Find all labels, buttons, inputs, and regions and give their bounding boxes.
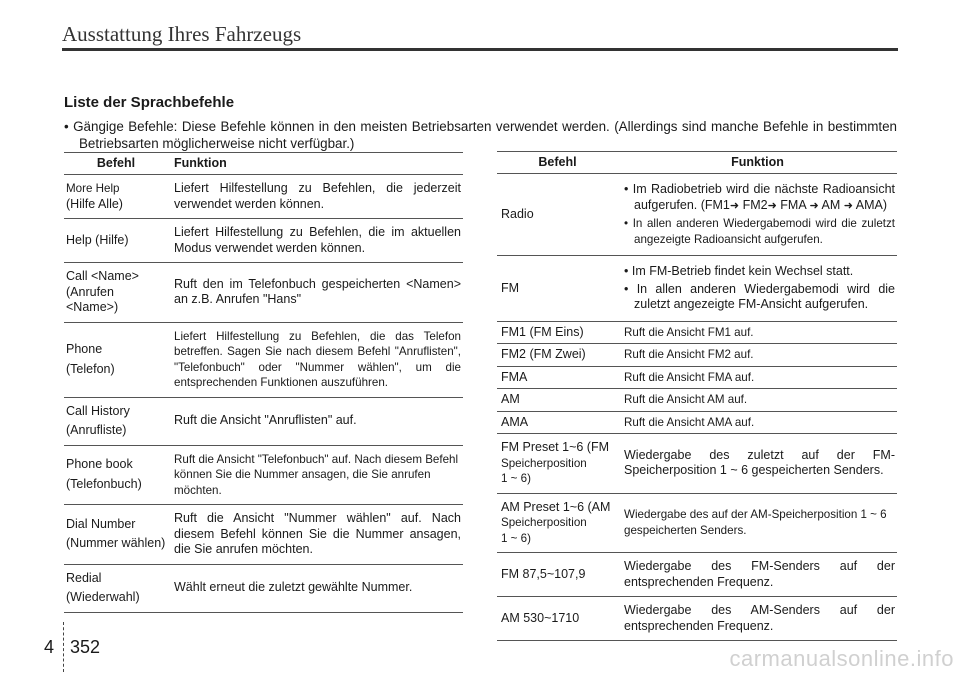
- function-cell: [618, 174, 897, 256]
- arrow-right-icon: ➜: [767, 199, 777, 212]
- command-label: Phone: [66, 342, 103, 356]
- command-cell: FMA: [497, 366, 618, 389]
- function-cell: Ruft die Ansicht "Anruflisten" auf.: [168, 397, 463, 445]
- command-cell: AM: [497, 389, 618, 412]
- function-cell: Ruft die Ansicht FMA auf.: [618, 366, 897, 389]
- command-label: 1 ~ 6): [501, 472, 531, 485]
- command-label: Call History: [66, 403, 130, 418]
- header-title: Ausstattung Ihres Fahrzeugs: [62, 22, 302, 46]
- command-label: Help (Hilfe): [66, 232, 129, 247]
- table-row: [64, 175, 463, 219]
- column-header-funktion: Funktion: [618, 152, 897, 174]
- command-cell: [64, 219, 168, 263]
- header-rule: [62, 48, 898, 51]
- table-header-row: [497, 152, 897, 174]
- command-cell: [497, 493, 618, 553]
- footer-divider: [63, 622, 64, 672]
- table-row: [64, 263, 463, 323]
- table-row: [497, 256, 897, 322]
- bullet-text: In allen anderen Wiedergabemodi wird die zuletzt angezeigte Radioansicht aufgerufen.: [632, 217, 896, 246]
- mode-label: AM: [821, 197, 841, 212]
- command-label: Dial Number: [66, 516, 136, 531]
- command-label: FM: [501, 280, 520, 295]
- table-row: [64, 505, 463, 565]
- function-cell: Liefert Hilfestellung zu Befehlen, die das Telefon betreffen. Sagen Sie nach diesem Befehl "Anruflisten", "Telefonbuch" oder "Nummer wählen", um die entsprechenden Funktionen auszuführen.: [168, 322, 463, 397]
- command-translation: (Wiederwahl): [66, 590, 140, 604]
- chapter-number: 4: [44, 637, 55, 657]
- table-row: [497, 597, 897, 641]
- arrow-right-icon: ➜: [843, 199, 853, 212]
- command-label: Speicherposition: [501, 456, 587, 470]
- command-cell: FM2 (FM Zwei): [497, 344, 618, 367]
- command-cell: [64, 445, 168, 505]
- command-cell: FM1 (FM Eins): [497, 321, 618, 344]
- table-row: [64, 219, 463, 263]
- command-cell: FM 87,5~107,9: [497, 553, 618, 597]
- table-row: [497, 434, 897, 494]
- command-label: Radio: [501, 206, 534, 221]
- function-cell: Liefert Hilfestellung zu Befehlen, die jederzeit verwendet werden können.: [168, 175, 463, 219]
- right-command-table: [497, 151, 897, 641]
- mode-label: FM2: [742, 197, 768, 212]
- bullet-item: • Im Radiobetrieb wird die nächste Radioansicht aufgerufen. (FM1➜ FM2➜ FMA ➜ AM ➜ AMA): [624, 182, 895, 212]
- command-cell: [64, 175, 168, 219]
- table-row: [497, 553, 897, 597]
- mode-label: AMA): [855, 197, 887, 212]
- command-label: FM Preset 1~6 (FM: [501, 440, 610, 454]
- command-translation: (Nummer wählen): [66, 536, 166, 551]
- command-label: Redial: [66, 570, 102, 585]
- command-translation: (Anrufen <Name>): [66, 284, 119, 314]
- command-translation: (Anrufliste): [66, 423, 127, 437]
- function-cell: Wiedergabe des auf der AM-Speicherposition 1 ~ 6 gespeicherten Senders.: [618, 493, 897, 553]
- command-translation: (Hilfe Alle): [66, 196, 123, 211]
- function-cell: Liefert Hilfestellung zu Befehlen, die im aktuellen Modus verwendet werden können.: [168, 219, 463, 263]
- function-cell: Wiedergabe des FM-Senders auf der entsprechenden Frequenz.: [618, 553, 897, 597]
- function-cell: Ruft die Ansicht AM auf.: [618, 389, 897, 412]
- section-title: Liste der Sprachbefehle: [64, 94, 235, 111]
- table-header-row: [64, 153, 463, 175]
- bullet-item: • In allen anderen Wiedergabemodi wird die zuletzt angezeigte FM-Ansicht aufgerufen.: [624, 281, 895, 311]
- bullet-item: • In allen anderen Wiedergabemodi wird die zuletzt angezeigte Radioansicht aufgerufen.: [624, 217, 896, 246]
- function-cell: [618, 256, 897, 322]
- function-cell: Ruft die Ansicht "Telefonbuch" auf. Nach diesem Befehl können Sie die Nummer ansagen, die Sie anrufen möchten.: [168, 445, 463, 505]
- left-command-table: [64, 152, 463, 613]
- arrow-right-icon: ➜: [729, 199, 740, 212]
- command-cell: [64, 263, 168, 323]
- command-translation: (Telefonbuch): [66, 476, 142, 491]
- table-row: [497, 411, 897, 434]
- command-cell: [64, 564, 168, 612]
- command-cell: [497, 434, 618, 494]
- function-cell: Ruft die Ansicht AMA auf.: [618, 411, 897, 434]
- command-label: Phone book: [66, 457, 133, 472]
- command-label: 1 ~ 6): [501, 531, 531, 545]
- column-header-befehl: Befehl: [64, 153, 168, 175]
- command-cell: [64, 397, 168, 445]
- command-cell: [64, 322, 168, 397]
- watermark: carmanualsonline.info: [729, 646, 954, 671]
- function-cell: Wählt erneut die zuletzt gewählte Nummer.: [168, 564, 463, 612]
- column-header-funktion: Funktion: [168, 153, 463, 175]
- table-row: [64, 445, 463, 505]
- function-cell: Ruft die Ansicht FM2 auf.: [618, 344, 897, 367]
- function-cell: Wiedergabe des zuletzt auf der FM-Speicherposition 1 ~ 6 gespeicherten Senders.: [618, 434, 897, 494]
- command-label: Speicherposition: [501, 516, 587, 529]
- bullet-text: Im FM-Betrieb findet kein Wechsel statt.: [631, 264, 854, 278]
- arrow-right-icon: ➜: [809, 199, 819, 212]
- table-row: [497, 366, 897, 389]
- command-cell: [64, 505, 168, 565]
- mode-label: FMA: [780, 197, 806, 212]
- table-row: [497, 321, 897, 344]
- command-cell: AMA: [497, 411, 618, 434]
- table-row: [497, 493, 897, 553]
- command-label: AM Preset 1~6 (AM: [501, 499, 611, 514]
- page-number: 352: [70, 637, 101, 657]
- bullet-text: In allen anderen Wiedergabemodi wird die zuletzt angezeigte FM-Ansicht aufgerufen.: [634, 281, 895, 311]
- function-cell: Ruft die Ansicht FM1 auf.: [618, 321, 897, 344]
- command-cell: AM 530~1710: [497, 597, 618, 641]
- bullet-item: • Im FM-Betrieb findet kein Wechsel statt.: [624, 264, 854, 278]
- table-row: [497, 344, 897, 367]
- table-row: [64, 397, 463, 445]
- command-cell: [497, 174, 618, 256]
- function-cell: Ruft die Ansicht "Nummer wählen" auf. Nach diesem Befehl können Sie die Nummer ansagen, die Sie anrufen möchten.: [168, 505, 463, 565]
- function-cell: Wiedergabe des AM-Senders auf der entsprechenden Frequenz.: [618, 597, 897, 641]
- table-row: [497, 174, 897, 256]
- command-label: Call <Name>: [66, 269, 139, 283]
- table-row: [64, 322, 463, 397]
- command-cell: [497, 256, 618, 322]
- command-label: More Help: [66, 182, 120, 195]
- function-cell: Ruft den im Telefonbuch gespeicherten <Namen> an z.B. Anrufen "Hans": [168, 263, 463, 323]
- table-row: [497, 389, 897, 412]
- column-header-befehl: Befehl: [497, 152, 618, 174]
- table-row: [64, 564, 463, 612]
- intro-paragraph: • Gängige Befehle: Diese Befehle können in den meisten Betriebsarten verwendet werden. (Allerdings sind manche Befehle in bestimmten Betriebsarten möglicherweise nicht verfügbar.): [64, 119, 897, 151]
- bullet-text: Im Radiobetrieb wird die nächste Radioansicht aufgerufen. (FM1: [632, 182, 895, 212]
- command-translation: (Telefon): [66, 361, 115, 376]
